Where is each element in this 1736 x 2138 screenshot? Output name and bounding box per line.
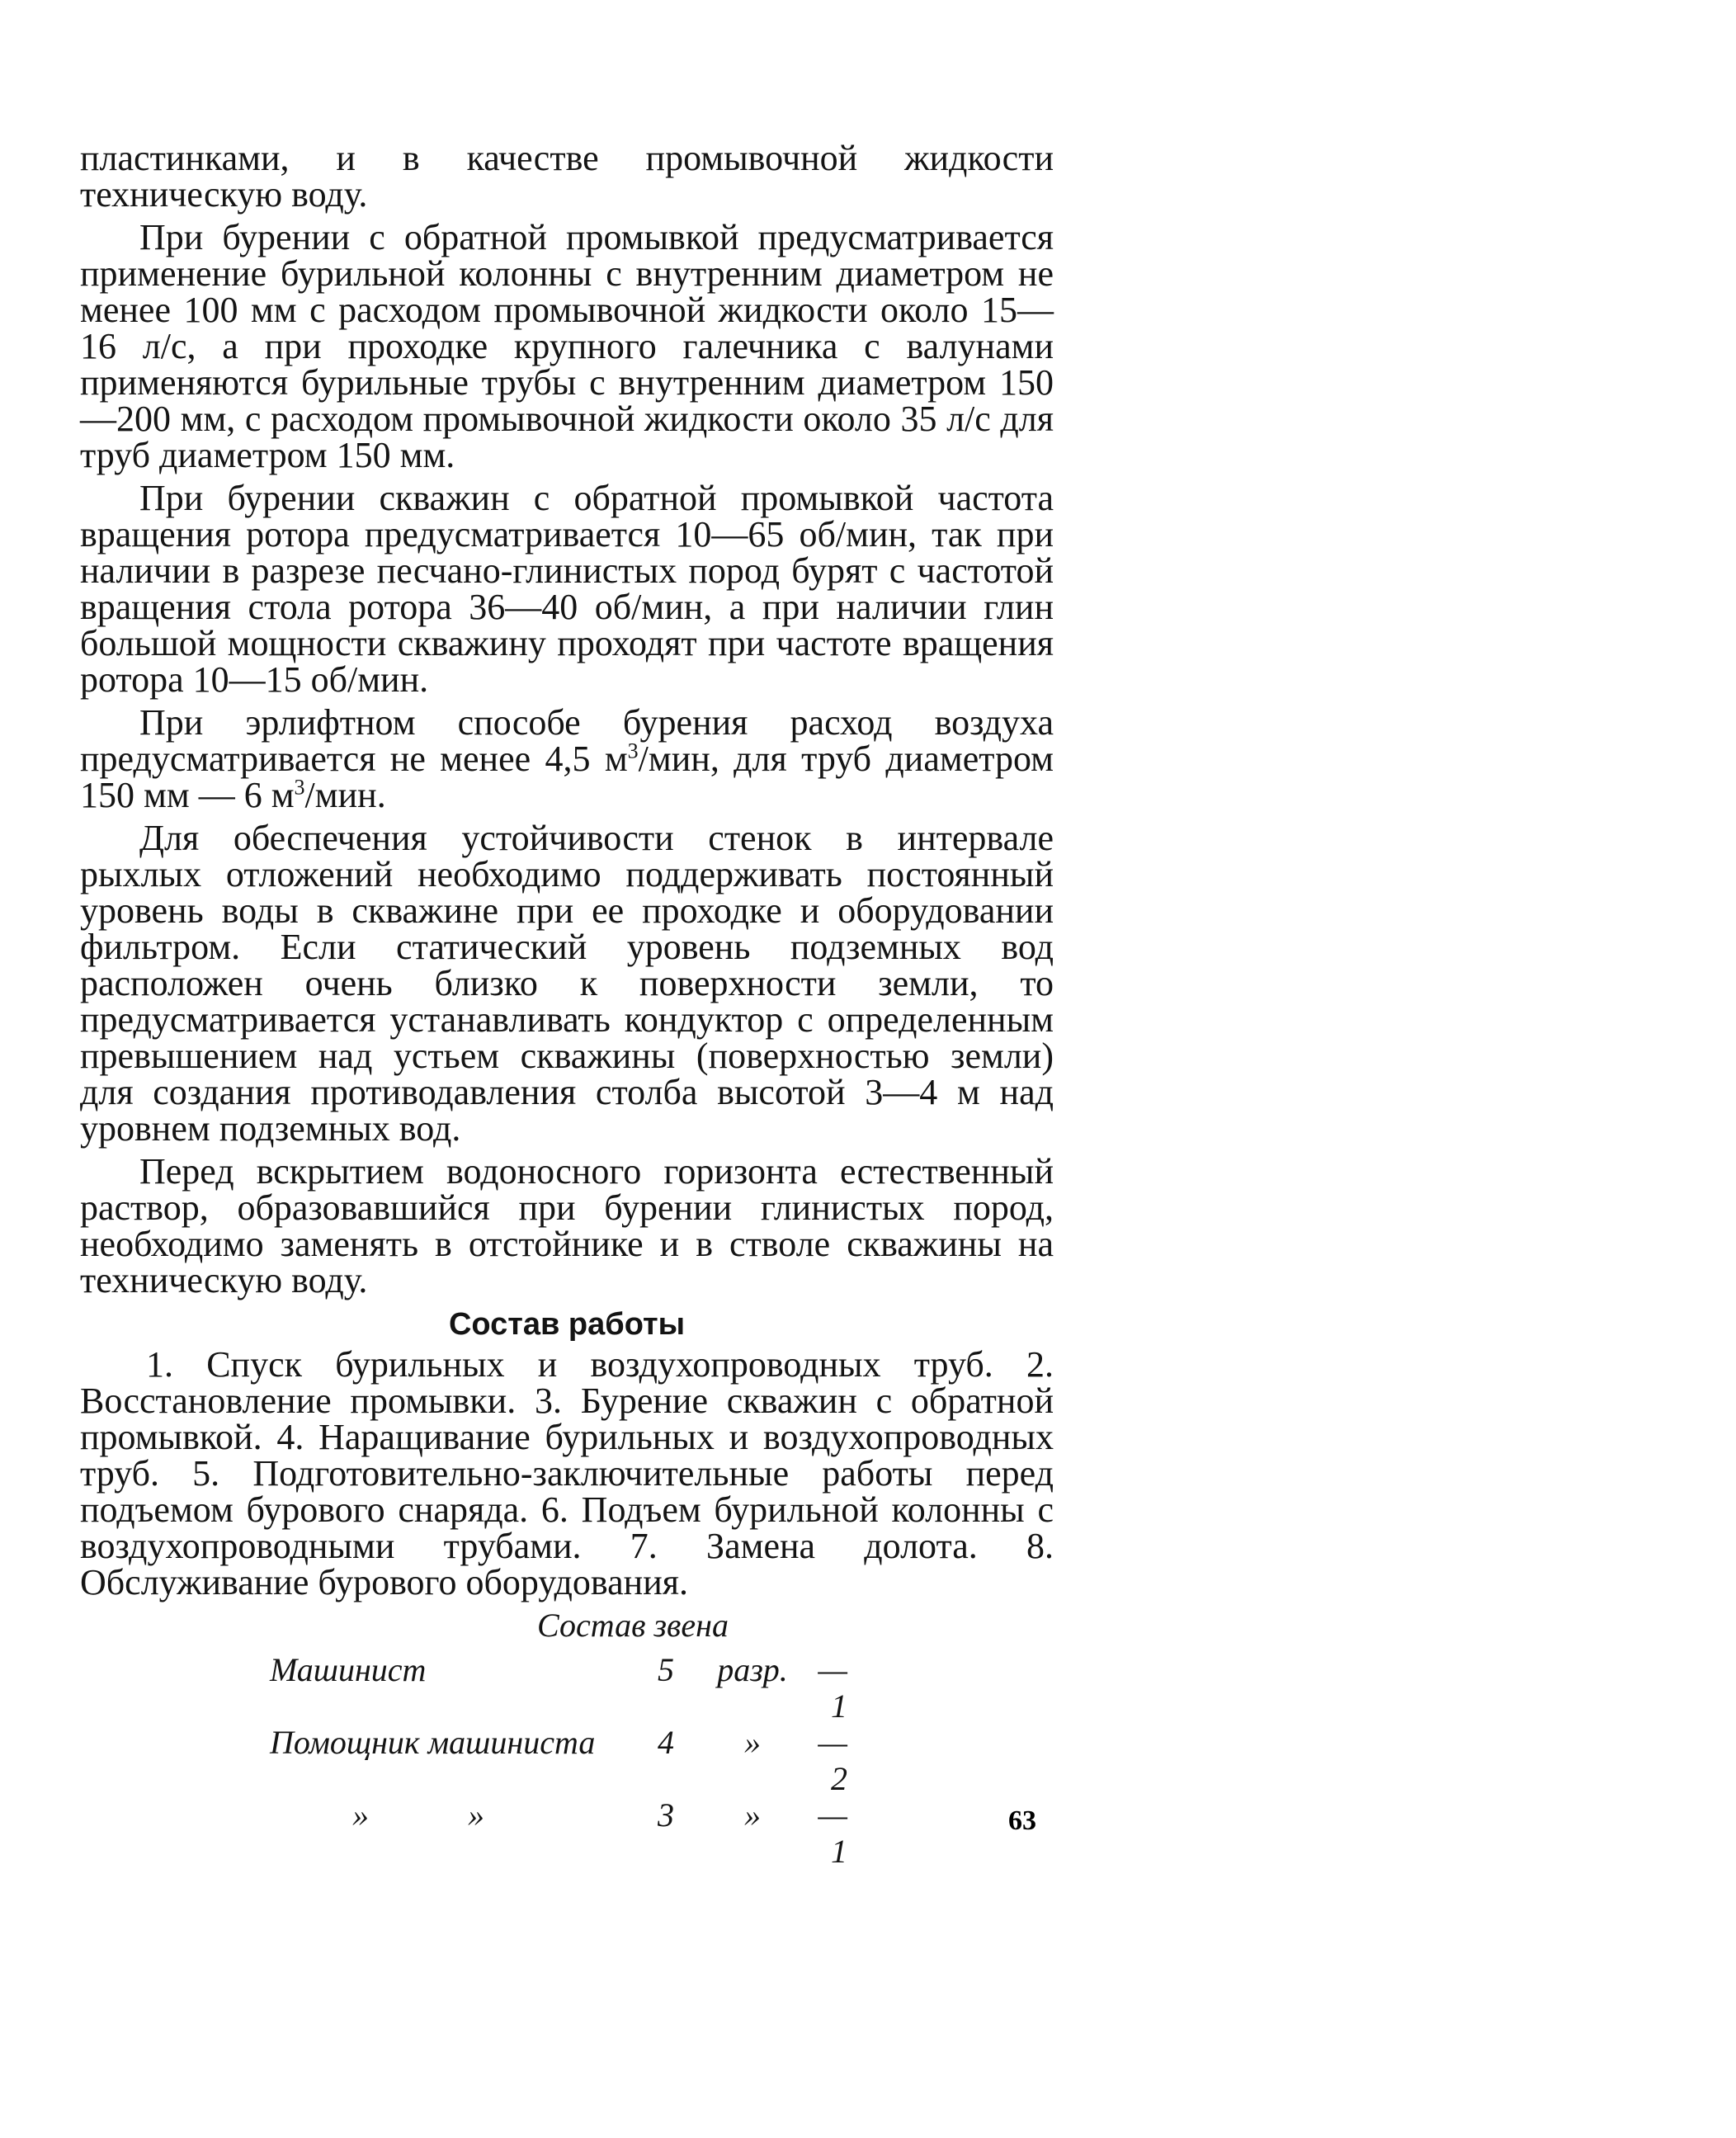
crew-row xyxy=(270,1725,1054,1797)
work-composition-heading: Состав работы xyxy=(448,1307,686,1342)
crew-row xyxy=(270,1652,1054,1725)
crew-composition-heading: Состав звена xyxy=(536,1607,729,1644)
crew-grade: 5 xyxy=(658,1651,674,1688)
crew-row xyxy=(270,1797,1054,1870)
airlift-text-2: /мин, для труб диаметром 150 мм — 6 м xyxy=(80,739,1054,815)
work-composition-text: 1. Спуск бурильных и воздухопроводных труб. 2. Восстановление промывки. 3. Бурение скважин с обратной промывкой. 4. Наращивание бурильных и воздухопроводных труб. 5. Подготовительно-заключительные работы перед подъемом бурового снаряда. 6. Подъем бурильной колонны с воздухопроводными трубами. 7. Замена долота. 8. Обслуживание бурового оборудования. xyxy=(80,1344,1054,1602)
crew-role: » » xyxy=(352,1796,484,1834)
crew-table xyxy=(270,1652,1054,1870)
crew-grade: 3 xyxy=(658,1796,674,1834)
crew-rank: » xyxy=(744,1796,761,1834)
crew-count: — 2 xyxy=(818,1724,847,1797)
crew-count: — 1 xyxy=(818,1651,847,1725)
paragraph-3: При бурении скважин с обратной промывкой частота вращения ротора предусматривается 10—65 об/мин, так при наличии в разрезе песчано-глинистых пород бурят с частотой вращения стола ротора 36—40 об/мин, а при наличии глин большой мощности скважину проходят при частоте вращения ротора 10—15 об/мин. xyxy=(80,478,1054,700)
paragraph-airlift xyxy=(80,702,1054,815)
airlift-sup-2: 3 xyxy=(294,775,305,800)
crew-role: Машинист xyxy=(270,1651,427,1688)
crew-count: — 1 xyxy=(818,1796,847,1870)
paragraph-5: Перед вскрытием водоносного горизонта естественный раствор, образовавшийся при бурении глинистых пород, необходимо заменять в отстойнике и в стволе скважины на техническую воду. xyxy=(80,1151,1054,1300)
page-body xyxy=(80,140,1054,1870)
crew-grade: 4 xyxy=(658,1724,674,1761)
crew-role: Помощник машиниста xyxy=(270,1724,596,1761)
paragraph-2: При бурении с обратной промывкой предусматривается применение бурильной колонны с внутренним диаметром не менее 100 мм с расходом промывочной жидкости около 15—16 л/с, а при проходке крупного галечника с валунами применяются бурильные трубы с внутренним диаметром 150—200 мм, с расходом промывочной жидкости около 35 л/с для труб диаметром 150 мм. xyxy=(80,217,1054,475)
paragraph-1: пластинками, и в качестве промывочной жидкости техническую воду. xyxy=(80,138,1054,215)
airlift-text-1: При эрлифтном способе бурения расход воздуха предусматривается не менее 4,5 м xyxy=(80,702,1054,779)
airlift-sup-1: 3 xyxy=(627,739,639,763)
page-number: 63 xyxy=(1008,1805,1036,1836)
airlift-text-3: /мин. xyxy=(304,775,386,815)
crew-rank: » xyxy=(744,1724,761,1761)
crew-rank: разр. xyxy=(717,1651,788,1688)
paragraph-4: Для обеспечения устойчивости стенок в интервале рыхлых отложений необходимо поддерживать постоянный уровень воды в скважине при ее проходке и оборудовании фильтром. Если статический уровень подземных вод расположен очень близко к поверхности земли, то предусматривается устанавливать кондуктор с определенным превышением над устьем скважины (поверхностью земли) для создания противодавления столба высотой 3—4 м над уровнем подземных вод. xyxy=(80,818,1054,1149)
